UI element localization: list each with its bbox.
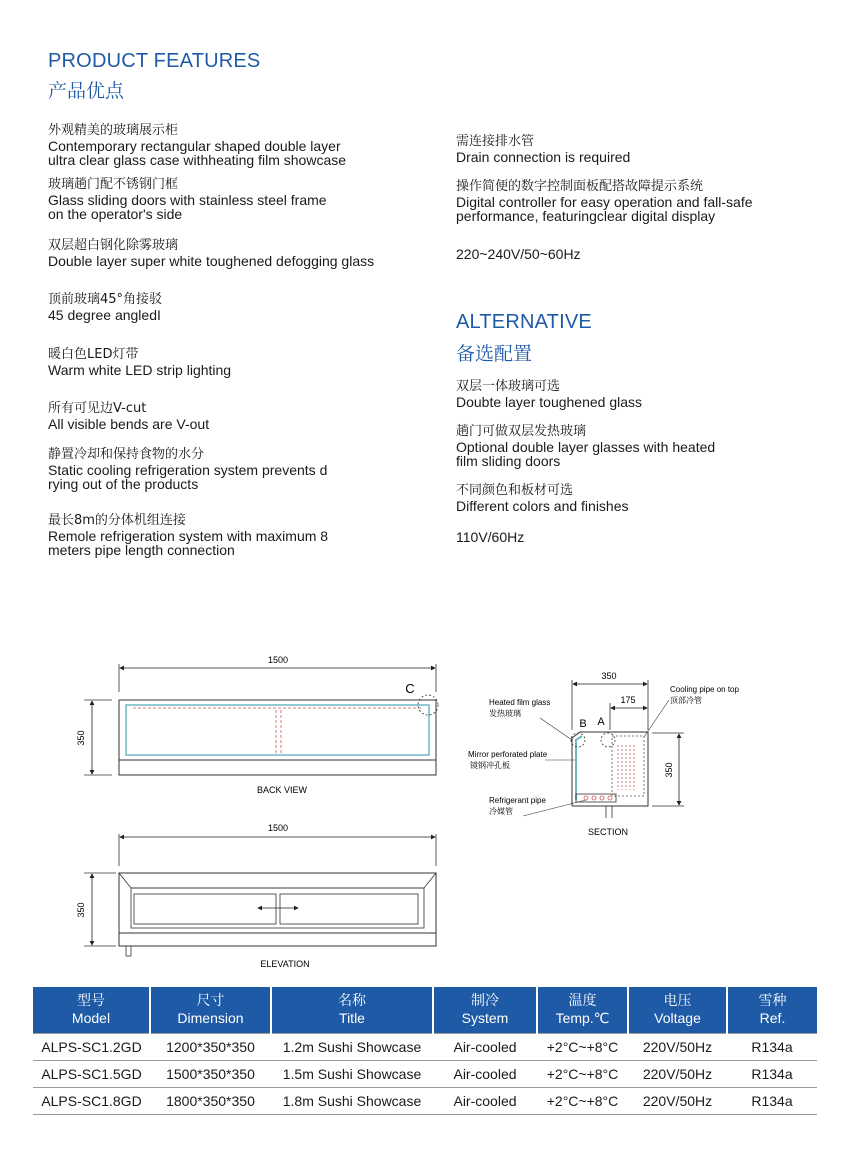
back-view-caption: BACK VIEW xyxy=(256,785,308,795)
cooling-pipe-label: Cooling pipe on top xyxy=(670,685,739,694)
feature-2 xyxy=(48,176,327,222)
feature-zh: 趟门可做双层发热玻璃 xyxy=(456,424,587,439)
feature-5 xyxy=(48,346,231,377)
feature-en: Contemporary rectangular shaped double layer xyxy=(48,137,341,154)
section-label-b: B xyxy=(579,718,587,730)
alternative-title-zh: 备选配置 xyxy=(456,343,533,365)
table-row xyxy=(33,1088,817,1115)
feature-en: Warm white LED strip lighting xyxy=(48,361,232,378)
col-header-title: 名称 Title xyxy=(271,987,433,1034)
cell-voltage: 220V/50Hz xyxy=(628,1088,727,1115)
feature-zh: 静置冷却和保持食物的水分 xyxy=(48,447,205,462)
feature-en: Remole refrigeration system with maximum 8 xyxy=(48,527,329,544)
cell-temp: +2°C~+8°C xyxy=(537,1034,628,1061)
feature-zh: 需连接排水管 xyxy=(456,134,535,149)
feature-en: performance, featuringclear digital display xyxy=(456,208,716,224)
table-header-row xyxy=(33,987,817,1034)
alternative-title: ALTERNATIVE xyxy=(456,311,592,333)
cell-ref: R134a xyxy=(727,1034,817,1061)
mirror-plate-label: Mirror perforated plate xyxy=(468,750,548,759)
col-header-system: 制冷 System xyxy=(433,987,537,1034)
feature-en: rying out of the products xyxy=(48,476,199,492)
feature-en: ultra clear glass case withheating film showcase xyxy=(48,152,347,168)
feature-en: Different colors and finishes xyxy=(456,497,629,514)
cell-model: ALPS-SC1.8GD xyxy=(33,1088,150,1115)
col-header-dimension: 尺寸 Dimension xyxy=(150,987,271,1034)
mirror-plate-label-zh: 镜钢冲孔板 xyxy=(470,761,510,770)
col-header-temp: 温度 Temp.℃ xyxy=(537,987,628,1034)
feature-zh: 双层一体玻璃可选 xyxy=(456,379,561,394)
feature-right-2 xyxy=(456,178,753,224)
feature-zh: 最长8m的分体机组连接 xyxy=(48,513,186,528)
feature-en: film sliding doors xyxy=(456,453,561,469)
alternative-item-2 xyxy=(456,423,715,469)
cell-title: 1.8m Sushi Showcase xyxy=(271,1088,433,1115)
detail-c-label: C xyxy=(405,681,415,696)
feature-zh: 顶前玻璃45°角接驳 xyxy=(48,292,163,307)
feature-en: Doubte layer toughened glass xyxy=(456,393,643,410)
cell-system: Air-cooled xyxy=(433,1088,537,1115)
refrigerant-pipe-label-zh: 冷媒管 xyxy=(489,807,513,816)
feature-en: on the operator's side xyxy=(48,206,183,222)
col-header-model: 型号 Model xyxy=(33,987,150,1034)
feature-6 xyxy=(48,400,209,431)
feature-en: meters pipe length connection xyxy=(48,542,235,558)
feature-zh: 双层超白钢化除雾玻璃 xyxy=(48,238,179,253)
elevation-width-dim: 1500 xyxy=(267,823,289,833)
col-header-voltage: 电压 Voltage xyxy=(628,987,727,1034)
feature-en: Digital controller for easy operation and fall-safe xyxy=(456,193,753,210)
cell-system: Air-cooled xyxy=(433,1034,537,1061)
heated-glass-label-zh: 发热玻璃 xyxy=(489,709,521,718)
table-row xyxy=(33,1061,817,1088)
cell-ref: R134a xyxy=(727,1088,817,1115)
cell-temp: +2°C~+8°C xyxy=(537,1088,628,1115)
feature-7 xyxy=(48,446,327,492)
feature-1 xyxy=(48,122,346,168)
page-title-zh: 产品优点 xyxy=(48,80,125,102)
cell-system: Air-cooled xyxy=(433,1061,537,1088)
elevation-caption: ELEVATION xyxy=(260,959,310,969)
feature-zh: 操作简便的数字控制面板配搭故障提示系统 xyxy=(456,179,704,194)
cell-voltage: 220V/50Hz xyxy=(628,1034,727,1061)
cell-temp: +2°C~+8°C xyxy=(537,1061,628,1088)
feature-4 xyxy=(48,291,162,322)
back-view-drawing xyxy=(76,655,438,795)
alternative-item-1 xyxy=(456,378,642,409)
spec-table xyxy=(33,987,817,1115)
cell-voltage: 220V/50Hz xyxy=(628,1061,727,1088)
cell-dimension: 1800*350*350 xyxy=(150,1088,271,1115)
voltage-main: 220~240V/50~60Hz xyxy=(456,246,581,262)
cell-dimension: 1200*350*350 xyxy=(150,1034,271,1061)
table-row xyxy=(33,1034,817,1061)
feature-en: 45 degree angledI xyxy=(48,306,161,323)
cell-dimension: 1500*350*350 xyxy=(150,1061,271,1088)
section-label-a: A xyxy=(597,716,605,728)
page-title: PRODUCT FEATURES xyxy=(48,50,261,72)
alternative-item-3 xyxy=(456,482,629,513)
section-caption: SECTION xyxy=(587,827,629,837)
feature-zh: 不同颜色和板材可选 xyxy=(456,483,574,498)
section-width-dim: 350 xyxy=(601,671,617,681)
feature-right-1 xyxy=(456,133,630,164)
feature-en: Glass sliding doors with stainless steel frame xyxy=(48,191,327,208)
section-height-dim: 350 xyxy=(664,762,674,778)
section-half-dim: 175 xyxy=(620,695,636,705)
feature-zh: 外观精美的玻璃展示柜 xyxy=(48,123,179,138)
feature-8 xyxy=(48,512,328,558)
cell-title: 1.2m Sushi Showcase xyxy=(271,1034,433,1061)
feature-en: Optional double layer glasses with heated xyxy=(456,438,716,455)
feature-en: Drain connection is required xyxy=(456,148,631,165)
refrigerant-pipe-label: Refrigerant pipe xyxy=(489,796,546,805)
feature-en: Double layer super white toughened defogging glass xyxy=(48,252,375,269)
back-view-height-dim: 350 xyxy=(76,730,86,746)
feature-3 xyxy=(48,237,374,268)
feature-zh: 暖白色LED灯带 xyxy=(48,347,139,362)
elevation-drawing xyxy=(76,823,436,969)
cell-model: ALPS-SC1.5GD xyxy=(33,1061,150,1088)
feature-zh: 所有可见边V-cut xyxy=(48,401,147,416)
feature-zh: 玻璃趟门配不锈钢门框 xyxy=(48,177,179,192)
technical-drawings xyxy=(0,640,850,980)
feature-en: All visible bends are V-out xyxy=(48,415,210,432)
cell-model: ALPS-SC1.2GD xyxy=(33,1034,150,1061)
cooling-pipe-label-zh: 顶部冷管 xyxy=(670,696,702,705)
feature-en: Static cooling refrigeration system prevents d xyxy=(48,461,328,478)
back-view-width-dim: 1500 xyxy=(267,655,289,665)
cell-title: 1.5m Sushi Showcase xyxy=(271,1061,433,1088)
col-header-ref: 雪种 Ref. xyxy=(727,987,817,1034)
cell-ref: R134a xyxy=(727,1061,817,1088)
elevation-height-dim: 350 xyxy=(76,902,86,918)
section-drawing xyxy=(468,671,739,837)
heated-glass-label: Heated film glass xyxy=(489,698,551,707)
voltage-alt: 110V/60Hz xyxy=(456,529,525,545)
